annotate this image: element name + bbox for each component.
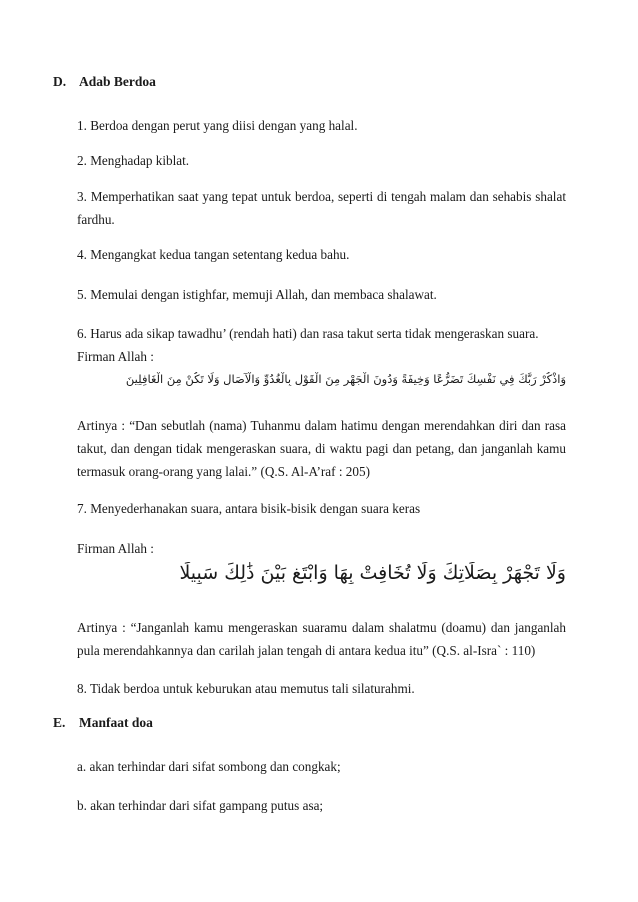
- artinya-1: Artinya : “Dan sebutlah (nama) Tuhanmu dalam hatimu dengan merendahkan diri dan rasa takut, dan dengan tidak mengeraskan suara, di waktu pagi dan petang, dan janganlah kamu termasuk orang-orang yang lalai.” (Q.S. Al-A’raf : 205): [77, 418, 566, 479]
- section-e-label: E.: [53, 715, 66, 730]
- item-3: 3. Memperhatikan saat yang tepat untuk berdoa, seperti di tengah malam dan sehabis shalat fardhu.: [77, 189, 566, 227]
- arabic-verse-1: وَاذْكُرْ رَبَّكَ فِي نَفْسِكَ تَضَرُّعًا وَخِيفَةً وَدُونَ الْجَهْرِ مِنَ الْقَوْلِ بِالْغُدُوِّ وَالْآصَالِ وَلَا تَكُنْ مِنَ الْغَافِلِينَ: [125, 372, 566, 386]
- arabic-verse-2: وَلَا تَجْهَرْ بِصَلَاتِكَ وَلَا تُخَافِتْ بِهَا وَابْتَغِ بَيْنَ ذَٰلِكَ سَبِيلًا: [179, 562, 566, 584]
- artinya-2: Artinya : “Janganlah kamu mengeraskan suaramu dalam shalatmu (doamu) dan janganlah pula merendahkannya dan carilah jalan tengah di antara kedua itu” (Q.S. al-Isra` : 110): [77, 620, 566, 658]
- benefit-a: a. akan terhindar dari sifat sombong dan congkak;: [77, 759, 341, 774]
- item-5: 5. Memulai dengan istighfar, memuji Allah, dan membaca shalawat.: [77, 287, 437, 302]
- benefit-b: b. akan terhindar dari sifat gampang putus asa;: [77, 798, 324, 813]
- section-d-title: Adab Berdoa: [79, 74, 156, 89]
- item-4: 4. Mengangkat kedua tangan setentang kedua bahu.: [77, 247, 350, 262]
- item-2: 2. Menghadap kiblat.: [77, 153, 190, 168]
- firman-label-2: Firman Allah :: [77, 541, 154, 556]
- section-e-title: Manfaat doa: [79, 715, 153, 730]
- item-1: 1. Berdoa dengan perut yang diisi dengan yang halal.: [77, 118, 358, 133]
- firman-label-1: Firman Allah :: [77, 349, 154, 364]
- item-7: 7. Menyederhanakan suara, antara bisik-bisik dengan suara keras: [77, 501, 421, 516]
- section-d-heading: [53, 74, 156, 90]
- section-d-label: D.: [53, 74, 67, 89]
- section-e-heading: [53, 715, 153, 731]
- item-8: 8. Tidak berdoa untuk keburukan atau memutus tali silaturahmi.: [77, 681, 415, 696]
- item-6: 6. Harus ada sikap tawadhu’ (rendah hati) dan rasa takut serta tidak mengeraskan suara. Firman Allah :: [77, 322, 566, 368]
